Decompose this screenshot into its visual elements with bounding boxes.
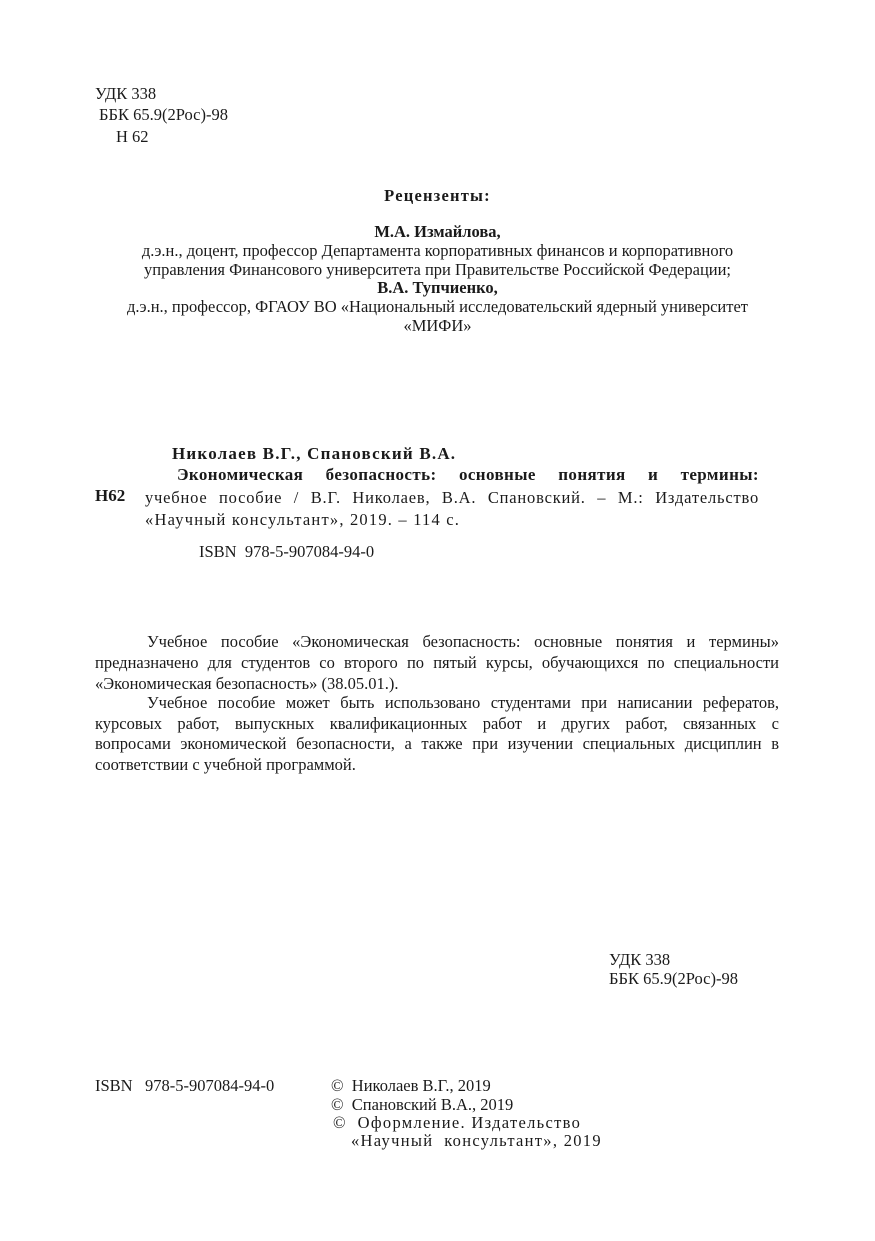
reviewer-name: М.А. Измайлова, bbox=[374, 222, 501, 241]
copyright-line: © Николаев В.Г., 2019 bbox=[331, 1076, 491, 1095]
catalog-isbn: ISBN 978-5-907084-94-0 bbox=[199, 542, 375, 561]
copyright-line: © Спановский В.А., 2019 bbox=[331, 1095, 514, 1114]
footer-udk-code: УДК 338 bbox=[609, 950, 671, 969]
reviewer-name: В.А. Тупчиенко, bbox=[377, 278, 498, 297]
author-mark: Н 62 bbox=[116, 127, 149, 146]
copyright-line: «Научный консультант», 2019 bbox=[351, 1131, 602, 1150]
catalog-title: Экономическая безопасность: основные понятия и термины: bbox=[177, 465, 759, 484]
udk-code: УДК 338 bbox=[95, 84, 157, 103]
catalog-desc-line: учебное пособие / В.Г. Николаев, В.А. Спановский. – М.: Издательство bbox=[145, 488, 759, 507]
abstract-line: соответствии с учебной программой. bbox=[95, 755, 356, 774]
abstract-line: курсовых работ, выпускных квалификационных работ и других работ, связанных с bbox=[95, 714, 779, 733]
catalog-desc-line: «Научный консультант», 2019. – 114 с. bbox=[145, 510, 461, 529]
abstract-line: «Экономическая безопасность» (38.05.01.). bbox=[95, 674, 399, 693]
abstract-line: Учебное пособие «Экономическая безопасность: основные понятия и термины» bbox=[147, 632, 779, 651]
reviewer-desc-line: д.э.н., доцент, профессор Департамента корпоративных финансов и корпоративного bbox=[141, 241, 734, 260]
bbk-code: ББК 65.9(2Рос)-98 bbox=[99, 105, 228, 124]
footer-bbk-code: ББК 65.9(2Рос)-98 bbox=[609, 969, 738, 988]
reviewer-desc-line: «МИФИ» bbox=[403, 316, 472, 335]
reviewer-desc-line: управления Финансового университета при Правительстве Российской Федерации; bbox=[143, 260, 732, 279]
catalog-mark: Н62 bbox=[95, 486, 126, 505]
abstract-line: вопросами экономической безопасности, а также при изучении специальных дисциплин в bbox=[95, 734, 779, 753]
reviewers-heading: Рецензенты: bbox=[384, 186, 491, 205]
abstract-line: предназначено для студентов со второго по пятый курсы, обучающихся по специальности bbox=[95, 653, 779, 672]
copyright-isbn: ISBN 978-5-907084-94-0 bbox=[95, 1076, 275, 1095]
reviewer-desc-line: д.э.н., профессор, ФГАОУ ВО «Национальный исследовательский ядерный университет bbox=[127, 297, 748, 316]
copyright-line: © Оформление. Издательство bbox=[333, 1113, 582, 1132]
abstract-line: Учебное пособие может быть использовано студентами при написании рефератов, bbox=[147, 693, 779, 712]
catalog-authors: Николаев В.Г., Спановский В.А. bbox=[172, 444, 457, 463]
